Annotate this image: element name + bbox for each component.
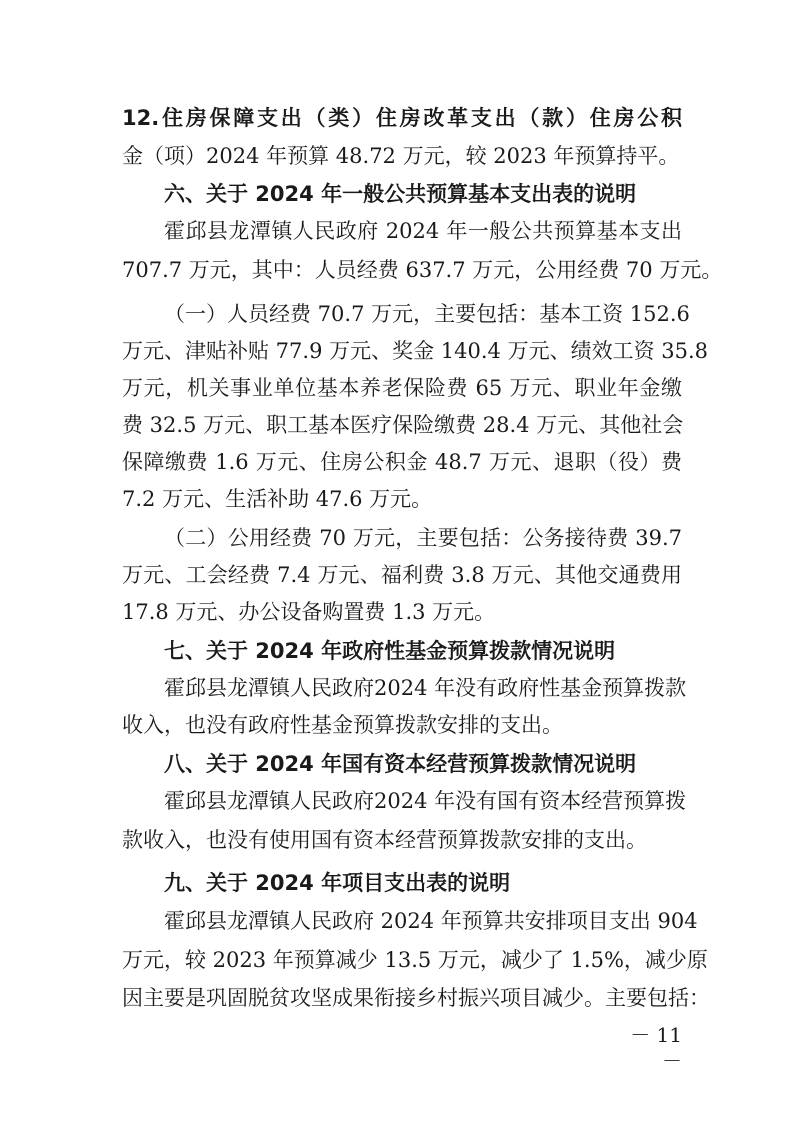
paragraph-line: 霍邱县龙潭镇人民政府 2024 年一般公共预算基本支出 (164, 219, 682, 243)
paragraph-line: 款收入，也没有使用国有资本经营预算拨款安排的支出。 (122, 828, 647, 852)
paragraph-line: 霍邱县龙潭镇人民政府 2024 年预算共安排项目支出 904 (164, 909, 698, 933)
section-12-heading-line2: 金（项）2024 年预算 48.72 万元，较 2023 年预算持平。 (122, 144, 680, 168)
paragraph-line: 万元、工会经费 7.4 万元、福利费 3.8 万元、其他交通费用 (122, 563, 682, 587)
page-number: － 11 － (630, 1023, 682, 1073)
paragraph-line: 因主要是巩固脱贫攻坚成果衔接乡村振兴项目减少。主要包括： (122, 986, 710, 1010)
paragraph-line: 17.8 万元、办公设备购置费 1.3 万元。 (122, 600, 496, 624)
paragraph-line: 万元，机关事业单位基本养老保险费 65 万元、职业年金缴 (122, 376, 682, 400)
paragraph-line: 万元，较 2023 年预算减少 13.5 万元，减少了 1.5%，减少原 (122, 948, 708, 972)
paragraph-line: 霍邱县龙潭镇人民政府2024 年没有国有资本经营预算拨 (164, 789, 687, 813)
section-7-heading: 七、关于 2024 年政府性基金预算拨款情况说明 (164, 639, 616, 663)
paragraph-line: 707.7 万元，其中：人员经费 637.7 万元，公用经费 70 万元。 (122, 258, 723, 282)
section-12-heading-line1: 12.住房保障支出（类）住房改革支出（款）住房公积 (122, 106, 682, 130)
paragraph-line: 费 32.5 万元、职工基本医疗保险缴费 28.4 万元、其他社会 (122, 413, 684, 437)
paragraph-line: 7.2 万元、生活补助 47.6 万元。 (122, 487, 433, 511)
paragraph-line: 霍邱县龙潭镇人民政府2024 年没有政府性基金预算拨款 (164, 676, 687, 700)
paragraph-line: 万元、津贴补贴 77.9 万元、奖金 140.4 万元、绩效工资 35.8 (122, 339, 709, 363)
section-9-heading: 九、关于 2024 年项目支出表的说明 (164, 871, 511, 895)
section-8-heading: 八、关于 2024 年国有资本经营预算拨款情况说明 (164, 752, 637, 776)
section-6-heading: 六、关于 2024 年一般公共预算基本支出表的说明 (164, 182, 637, 206)
paragraph-line: 保障缴费 1.6 万元、住房公积金 48.7 万元、退职（役）费 (122, 450, 682, 474)
paragraph-line: （一）人员经费 70.7 万元，主要包括：基本工资 152.6 (164, 302, 690, 326)
paragraph-line: （二）公用经费 70 万元，主要包括：公务接待费 39.7 (164, 526, 682, 550)
paragraph-line: 收入，也没有政府性基金预算拨款安排的支出。 (122, 713, 563, 737)
